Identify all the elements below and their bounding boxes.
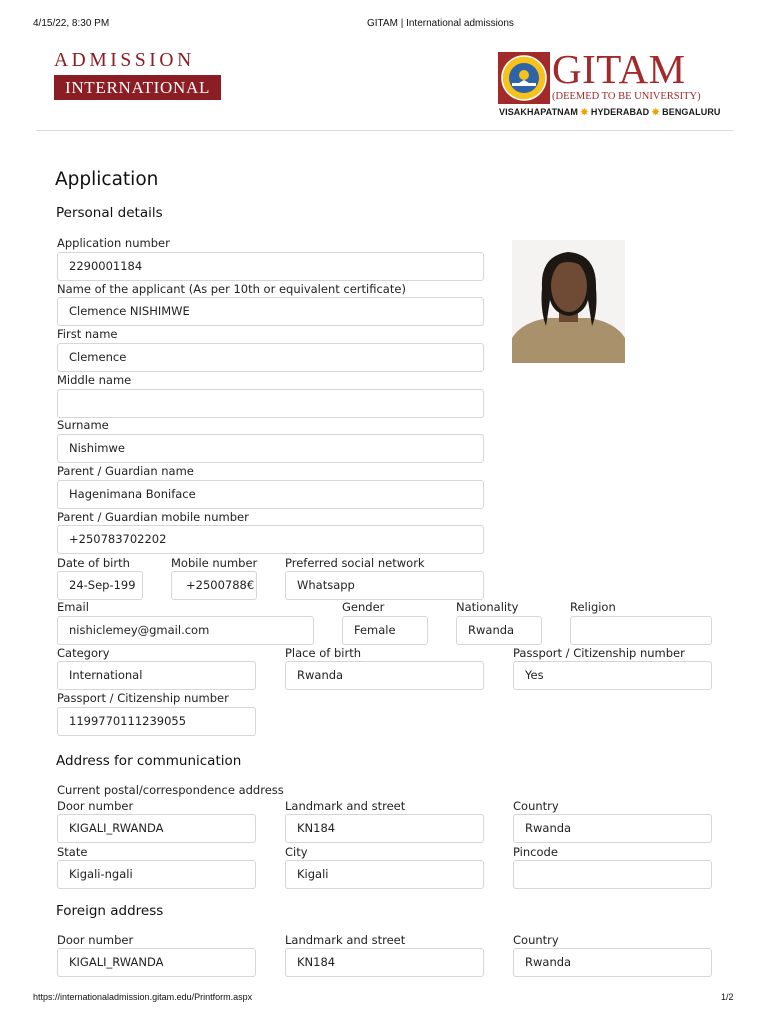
section-address: Address for communication [56,753,242,769]
city-hyderabad: HYDERABAD [590,107,650,117]
religion-label: Religion [570,600,616,614]
city-label: City [285,845,308,859]
header-divider [36,130,733,131]
star-icon: ✸ [580,107,589,117]
print-url: https://internationaladmission.gitam.edu/Printform.aspx [33,992,253,1002]
applicant-name-field[interactable]: Clemence NISHIMWE [57,297,484,326]
pincode-label: Pincode [513,845,558,859]
print-page-title: GITAM | International admissions [367,18,514,29]
middle-name-label: Middle name [57,373,132,387]
foreign-country-label: Country [513,933,559,947]
first-name-field[interactable]: Clemence [57,343,484,372]
foreign-country-field[interactable]: Rwanda [513,948,712,977]
door-number-label: Door number [57,799,134,813]
guardian-mobile-field[interactable]: +250783702202 [57,525,484,554]
guardian-name-label: Parent / Guardian name [57,464,194,478]
passport-label: Passport / Citizenship number [513,646,685,660]
dob-field[interactable]: 24-Sep-199 [57,571,143,600]
state-field[interactable]: Kigali-ngali [57,860,256,889]
gitam-cities [499,107,721,118]
gitam-logo [498,46,721,120]
application-number-field[interactable]: 2290001184 [57,252,484,281]
gender-label: Gender [342,600,385,614]
city-bengaluru: BENGALURU [662,107,721,117]
surname-field[interactable]: Nishimwe [57,434,484,463]
street-label: Landmark and street [285,799,406,813]
guardian-name-field[interactable]: Hagenimana Boniface [57,480,484,509]
dob-label: Date of birth [57,556,130,570]
category-label: Category [57,646,110,660]
admission-international-logo [54,50,221,100]
foreign-door-number-field[interactable]: KIGALI_RWANDA [57,948,256,977]
city-field[interactable]: Kigali [285,860,484,889]
first-name-label: First name [57,327,118,341]
mobile-field[interactable]: +2500788€ [171,571,257,600]
pincode-field[interactable] [513,860,712,889]
print-datetime: 4/15/22, 8:30 PM [33,18,110,29]
nationality-field[interactable]: Rwanda [456,616,542,645]
logo-line-international: INTERNATIONAL [54,75,221,100]
country-field[interactable]: Rwanda [513,814,712,843]
category-field[interactable]: International [57,661,256,690]
current-address-label: Current postal/correspondence address [57,783,284,797]
email-label: Email [57,600,89,614]
foreign-door-number-label: Door number [57,933,134,947]
application-number-label: Application number [57,236,170,250]
section-personal-details: Personal details [56,205,163,221]
middle-name-field[interactable] [57,389,484,418]
print-page-number: 1/2 [721,992,734,1002]
nationality-label: Nationality [456,600,519,614]
passport-number-field[interactable]: 1199770111239055 [57,707,256,736]
star-icon: ✸ [651,107,660,117]
gitam-seal-icon [498,52,550,104]
surname-label: Surname [57,418,109,432]
guardian-mobile-label: Parent / Guardian mobile number [57,510,249,524]
place-of-birth-field[interactable]: Rwanda [285,661,484,690]
page-title: Application [55,169,159,190]
gender-field[interactable]: Female [342,616,428,645]
door-number-field[interactable]: KIGALI_RWANDA [57,814,256,843]
passport-field[interactable]: Yes [513,661,712,690]
social-network-label: Preferred social network [285,556,425,570]
applicant-name-label: Name of the applicant (As per 10th or equivalent certificate) [57,282,406,296]
foreign-street-field[interactable]: KN184 [285,948,484,977]
gitam-wordmark: GITAM [552,46,686,92]
passport-number-label: Passport / Citizenship number [57,691,229,705]
country-label: Country [513,799,559,813]
state-label: State [57,845,88,859]
applicant-photo [512,240,625,363]
logo-line-admission: ADMISSION [54,50,195,71]
street-field[interactable]: KN184 [285,814,484,843]
religion-field[interactable] [570,616,712,645]
gitam-subtitle: (DEEMED TO BE UNIVERSITY) [552,91,701,102]
place-of-birth-label: Place of birth [285,646,361,660]
foreign-street-label: Landmark and street [285,933,406,947]
section-foreign-address: Foreign address [56,903,164,919]
mobile-label: Mobile number [171,556,258,570]
social-network-field[interactable]: Whatsapp [285,571,484,600]
email-field[interactable]: nishiclemey@gmail.com [57,616,314,645]
city-visakhapatnam: VISAKHAPATNAM [499,107,578,117]
